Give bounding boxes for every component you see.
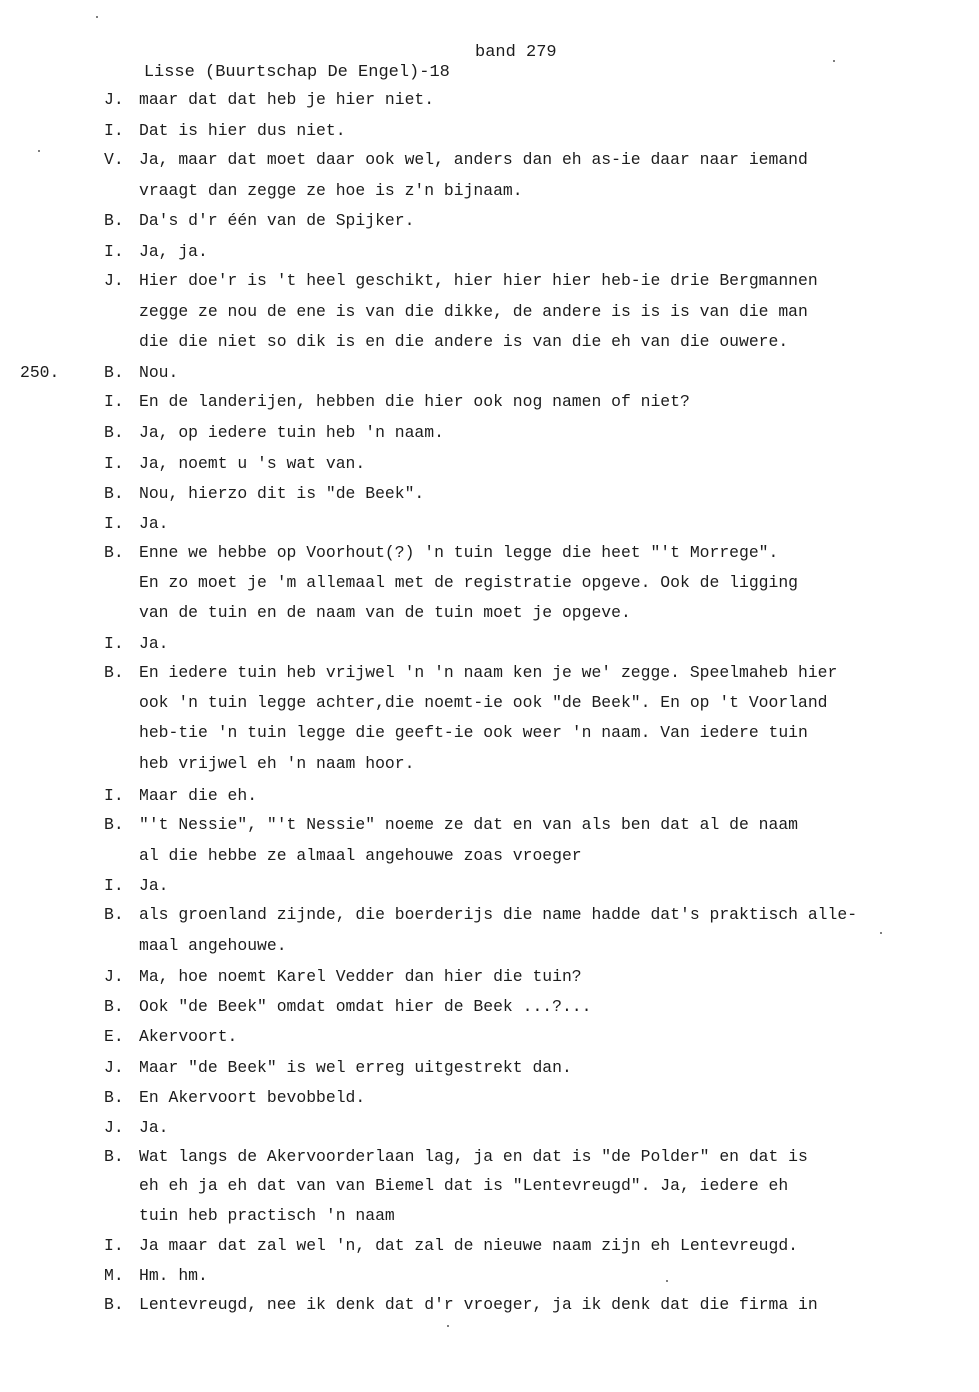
utterance-text: Ja. bbox=[139, 1118, 169, 1137]
transcript-line bbox=[0, 568, 979, 598]
utterance-text: En Akervoort bevobbeld. bbox=[139, 1088, 366, 1107]
speaker-label: I. bbox=[104, 242, 124, 261]
transcript-line bbox=[0, 1261, 979, 1291]
utterance-text: Ma, hoe noemt Karel Vedder dan hier die tuin? bbox=[139, 967, 582, 986]
utterance-text: Enne we hebbe op Voorhout(?) 'n tuin legge die heet "'t Morrege". bbox=[139, 543, 779, 562]
speaker-label: B. bbox=[104, 363, 124, 382]
transcript-line bbox=[0, 629, 979, 659]
transcript-line bbox=[0, 1113, 979, 1143]
utterance-text: Nou. bbox=[139, 363, 179, 382]
speaker-label: I. bbox=[104, 121, 124, 140]
utterance-text: Ja, maar dat moet daar ook wel, anders dan eh as-ie daar naar iemand bbox=[139, 150, 808, 169]
utterance-text: eh eh ja eh dat van van Biemel dat is "Lentevreugd". Ja, iedere eh bbox=[139, 1176, 789, 1195]
transcript-line bbox=[0, 810, 979, 840]
utterance-text: tuin heb practisch 'n naam bbox=[139, 1206, 395, 1225]
utterance-text: "'t Nessie", "'t Nessie" noeme ze dat en van als ben dat al de naam bbox=[139, 815, 799, 834]
utterance-text: Maar die eh. bbox=[139, 786, 258, 805]
transcript-line bbox=[0, 962, 979, 992]
speaker-label: B. bbox=[104, 543, 124, 562]
transcript-line bbox=[0, 297, 979, 327]
utterance-text: die die niet so dik is en die andere is van die eh van die ouwere. bbox=[139, 332, 789, 351]
transcript-line bbox=[0, 85, 979, 115]
utterance-text: ook 'n tuin legge achter,die noemt-ie ook "de Beek". En op 't Voorland bbox=[139, 693, 828, 712]
transcript-line bbox=[0, 509, 979, 539]
speaker-label: I. bbox=[104, 876, 124, 895]
utterance-text: Maar "de Beek" is wel erreg uitgestrekt dan. bbox=[139, 1058, 572, 1077]
utterance-text: Hm. hm. bbox=[139, 1266, 208, 1285]
transcript-line bbox=[0, 598, 979, 628]
speaker-label: V. bbox=[104, 150, 124, 169]
speaker-label: I. bbox=[104, 392, 124, 411]
utterance-text: zegge ze nou de ene is van die dikke, de andere is is is van die man bbox=[139, 302, 808, 321]
transcript-line bbox=[0, 1022, 979, 1052]
utterance-text: van de tuin en de naam van de tuin moet je opgeve. bbox=[139, 603, 631, 622]
transcript-line bbox=[0, 841, 979, 871]
margin-line-number: 250. bbox=[20, 363, 60, 382]
speaker-label: M. bbox=[104, 1266, 124, 1285]
utterance-text: En iedere tuin heb vrijwel 'n 'n naam ken je we' zegge. Speelmaheb hier bbox=[139, 663, 838, 682]
utterance-text: heb vrijwel eh 'n naam hoor. bbox=[139, 754, 415, 773]
transcript-line bbox=[0, 1083, 979, 1113]
speaker-label: B. bbox=[104, 997, 124, 1016]
speaker-label: B. bbox=[104, 1295, 124, 1314]
speaker-label: J. bbox=[104, 967, 124, 986]
speaker-label: J. bbox=[104, 90, 124, 109]
utterance-text: maal angehouwe. bbox=[139, 936, 287, 955]
speaker-label: B. bbox=[104, 484, 124, 503]
utterance-text: Ja, noemt u 's wat van. bbox=[139, 454, 366, 473]
transcript-line bbox=[0, 327, 979, 357]
transcript-line bbox=[0, 1171, 979, 1201]
speaker-label: B. bbox=[104, 1088, 124, 1107]
utterance-text: vraagt dan zegge ze hoe is z'n bijnaam. bbox=[139, 181, 523, 200]
transcript-line bbox=[0, 479, 979, 509]
speaker-label: I. bbox=[104, 1236, 124, 1255]
transcript-line bbox=[0, 206, 979, 236]
utterance-text: Ja, op iedere tuin heb 'n naam. bbox=[139, 423, 444, 442]
utterance-text: Da's d'r één van de Spijker. bbox=[139, 211, 415, 230]
transcript-line bbox=[0, 871, 979, 901]
speaker-label: B. bbox=[104, 663, 124, 682]
header-band: band 279 bbox=[475, 43, 557, 62]
utterance-text: En zo moet je 'm allemaal met de registratie opgeve. Ook de ligging bbox=[139, 573, 799, 592]
transcript-line bbox=[0, 449, 979, 479]
scan-speck bbox=[833, 60, 835, 62]
speaker-label: J. bbox=[104, 1118, 124, 1137]
speaker-label: J. bbox=[104, 271, 124, 290]
utterance-text: Ook "de Beek" omdat omdat hier de Beek ...?... bbox=[139, 997, 592, 1016]
speaker-label: B. bbox=[104, 905, 124, 924]
utterance-text: Ja. bbox=[139, 634, 169, 653]
transcript-line bbox=[0, 176, 979, 206]
transcript-line bbox=[0, 1142, 979, 1172]
speaker-label: I. bbox=[104, 514, 124, 533]
utterance-text: Nou, hierzo dit is "de Beek". bbox=[139, 484, 425, 503]
transcript-line bbox=[0, 145, 979, 175]
utterance-text: Hier doe'r is 't heel geschikt, hier hier hier heb-ie drie Bergmannen bbox=[139, 271, 818, 290]
utterance-text: maar dat dat heb je hier niet. bbox=[139, 90, 435, 109]
utterance-text: heb-tie 'n tuin legge die geeft-ie ook weer 'n naam. Van iedere tuin bbox=[139, 723, 808, 742]
scan-speck bbox=[96, 16, 98, 18]
transcript-line bbox=[0, 418, 979, 448]
transcript-line bbox=[0, 688, 979, 718]
speaker-label: B. bbox=[104, 1147, 124, 1166]
scan-speck bbox=[38, 150, 40, 152]
transcript-line bbox=[0, 658, 979, 688]
utterance-text: Ja, ja. bbox=[139, 242, 208, 261]
transcript-line bbox=[0, 237, 979, 267]
transcript-line bbox=[0, 718, 979, 748]
utterance-text: Akervoort. bbox=[139, 1027, 238, 1046]
transcript-line bbox=[0, 358, 979, 388]
speaker-label: I. bbox=[104, 634, 124, 653]
transcript-line bbox=[0, 1053, 979, 1083]
header-title: Lisse (Buurtschap De Engel)-18 bbox=[143, 63, 450, 82]
transcript-line bbox=[0, 1290, 979, 1320]
speaker-label: E. bbox=[104, 1027, 124, 1046]
utterance-text: En de landerijen, hebben die hier ook nog namen of niet? bbox=[139, 392, 690, 411]
speaker-label: I. bbox=[104, 786, 124, 805]
utterance-text: Ja. bbox=[139, 876, 169, 895]
transcript-line bbox=[0, 538, 979, 568]
transcript-line bbox=[0, 116, 979, 146]
speaker-label: B. bbox=[104, 211, 124, 230]
speaker-label: I. bbox=[104, 454, 124, 473]
speaker-label: J. bbox=[104, 1058, 124, 1077]
utterance-text: Lentevreugd, nee ik denk dat d'r vroeger, ja ik denk dat die firma in bbox=[139, 1295, 818, 1314]
transcript-line bbox=[0, 900, 979, 930]
transcript-line bbox=[0, 1231, 979, 1261]
speaker-label: B. bbox=[104, 423, 124, 442]
transcript-line bbox=[0, 266, 979, 296]
utterance-text: Wat langs de Akervoorderlaan lag, ja en dat is "de Polder" en dat is bbox=[139, 1147, 808, 1166]
speaker-label: B. bbox=[104, 815, 124, 834]
utterance-text: als groenland zijnde, die boerderijs die name hadde dat's praktisch alle- bbox=[139, 905, 858, 924]
scan-speck bbox=[880, 932, 882, 934]
transcript-line bbox=[0, 781, 979, 811]
utterance-text: Ja maar dat zal wel 'n, dat zal de nieuwe naam zijn eh Lentevreugd. bbox=[139, 1236, 799, 1255]
transcript-line bbox=[0, 992, 979, 1022]
utterance-text: al die hebbe ze almaal angehouwe zoas vroeger bbox=[139, 846, 582, 865]
scan-speck bbox=[666, 1280, 668, 1282]
transcript-line bbox=[0, 931, 979, 961]
utterance-text: Dat is hier dus niet. bbox=[139, 121, 346, 140]
utterance-text: Ja. bbox=[139, 514, 169, 533]
scan-speck bbox=[447, 1325, 449, 1327]
transcript-line bbox=[0, 749, 979, 779]
transcript-line bbox=[0, 387, 979, 417]
transcript-line bbox=[0, 1201, 979, 1231]
